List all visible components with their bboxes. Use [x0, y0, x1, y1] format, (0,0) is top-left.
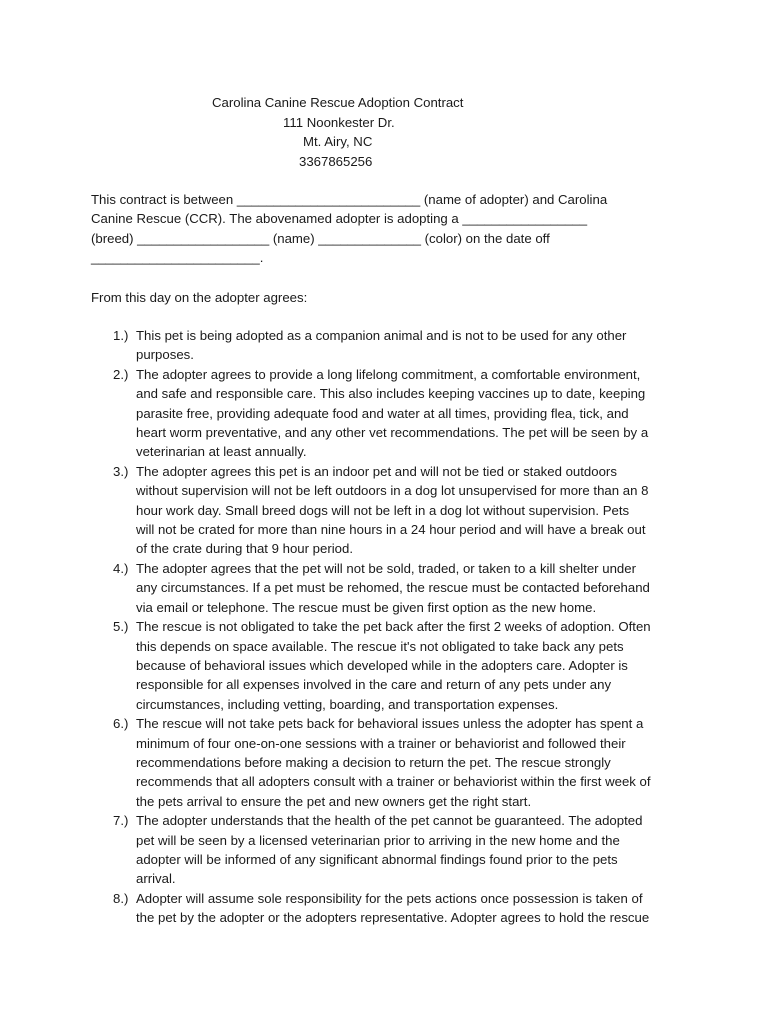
term-line: This pet is being adopted as a companion animal and is not to be used for any other — [136, 328, 627, 343]
term-line: via email or telephone. The rescue must be given first option as the new home. — [136, 599, 597, 615]
intro-line: This contract is between _________________________ (name of adopter) and Carolina — [91, 192, 608, 207]
term-text — [136, 326, 696, 365]
term-line: recommendations before making a decision to return the pet. The rescue strongly — [136, 754, 611, 770]
term-text — [136, 365, 696, 462]
intro-line: (breed) __________________ (name) ______________ (color) on the date off — [91, 230, 550, 246]
term-line: arrival. — [136, 871, 176, 887]
term-number: 5.) — [113, 619, 129, 635]
term-line: veterinarian at least annually. — [136, 444, 307, 460]
term-item — [0, 617, 696, 714]
term-line: will not be crated for more than nine hours in a 24 hour period and will have a break out — [136, 522, 646, 538]
term-line: Adopter will assume sole responsibility for the pets actions once possession is taken of — [136, 890, 643, 906]
term-item — [0, 462, 696, 559]
term-number: 2.) — [113, 366, 129, 382]
term-text — [136, 811, 696, 889]
term-item — [0, 365, 696, 462]
term-line: because of behavioral issues which developed while in the adopters care. Adopter is — [136, 657, 628, 673]
term-line: any circumstances. If a pet must be rehomed, the rescue must be contacted beforehand — [136, 580, 650, 596]
term-item — [0, 714, 696, 811]
term-line: and safe and responsible care. This also includes keeping vaccines up to date, keeping — [136, 386, 646, 402]
term-line: The adopter understands that the health of the pet cannot be guaranteed. The adopted — [136, 813, 643, 829]
term-number: 6.) — [113, 716, 129, 732]
term-line: purposes. — [136, 347, 194, 363]
intro-line: Canine Rescue (CCR). The abovenamed adopter is adopting a _________________ — [91, 211, 588, 227]
term-line: responsible for all expenses involved in the care and return of any pets under any — [136, 677, 612, 693]
term-line: the pets arrival to ensure the pet and new owners get the right start. — [136, 793, 532, 809]
address-street: 111 Noonkester Dr. — [283, 115, 395, 130]
term-text — [136, 889, 696, 928]
intro-line: _______________________. — [91, 250, 264, 266]
term-text — [136, 617, 696, 714]
term-line: The rescue is not obligated to take the pet back after the first 2 weeks of adoption. Often — [136, 619, 651, 635]
address-city: Mt. Airy, NC — [303, 134, 373, 149]
term-line: circumstances, including vetting, boarding, and transportation expenses. — [136, 696, 559, 712]
term-number: 4.) — [113, 560, 129, 576]
term-line: The adopter agrees that the pet will not be sold, traded, or taken to a kill shelter under — [136, 560, 636, 576]
term-line: hour work day. Small breed dogs will not be left in a dog lot without supervision. Pets — [136, 502, 630, 518]
term-text — [136, 714, 696, 811]
phone-number: 3367865256 — [299, 154, 373, 169]
contract-title: Carolina Canine Rescue Adoption Contract — [212, 95, 464, 110]
term-text — [136, 462, 696, 559]
term-line: The adopter agrees this pet is an indoor pet and will not be tied or staked outdoors — [136, 463, 617, 479]
term-number: 1.) — [113, 328, 129, 343]
terms-list — [0, 326, 770, 928]
term-line: recommends that all adopters consult with a trainer or behaviorist within the first week of — [136, 774, 651, 790]
term-line: without supervision will not be left outdoors in a dog lot unsupervised for more than an 8 — [136, 483, 649, 499]
term-line: the pet by the adopter or the adopters representative. Adopter agrees to hold the rescue — [136, 910, 650, 926]
term-number: 3.) — [113, 463, 129, 479]
term-item — [0, 326, 696, 365]
term-number: 7.) — [113, 813, 129, 829]
term-line: this depends on space available. The rescue it's not obligated to take back any pets — [136, 638, 624, 654]
term-line: The adopter agrees to provide a long lifelong commitment, a comfortable environment, — [136, 366, 641, 382]
term-line: pet will be seen by a licensed veterinarian prior to arriving in the new home and the — [136, 832, 620, 848]
term-item — [0, 811, 696, 889]
intro-paragraph — [91, 190, 691, 268]
term-text — [136, 559, 696, 617]
term-line: of the crate during that 9 hour period. — [136, 541, 354, 557]
term-item — [0, 559, 696, 617]
term-line: adopter will be informed of any significant abnormal findings found prior to the pets — [136, 851, 618, 867]
term-line: The rescue will not take pets back for behavioral issues unless the adopter has spent a — [136, 716, 644, 732]
term-line: heart worm preventative, and any other vet recommendations. The pet will be seen by a — [136, 425, 649, 441]
term-item — [0, 889, 696, 928]
term-line: parasite free, providing adequate food and water at all times, providing flea, tick, and — [136, 405, 629, 421]
term-line: minimum of four one-on-one sessions with a trainer or behaviorist and followed their — [136, 735, 626, 751]
term-number: 8.) — [113, 890, 129, 906]
agrees-heading: From this day on the adopter agrees: — [91, 290, 308, 305]
